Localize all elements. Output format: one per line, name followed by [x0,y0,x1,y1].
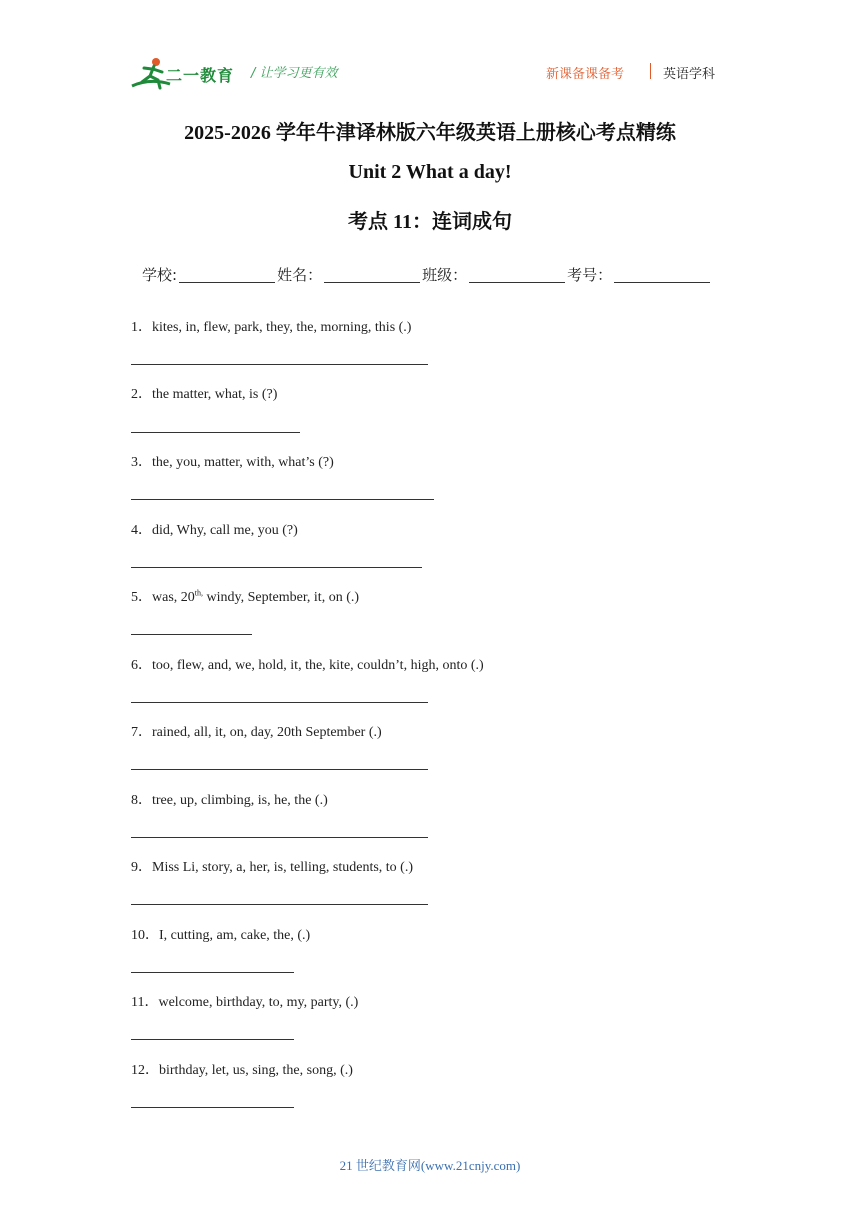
question-text: was, 20 [152,590,195,605]
question-text: birthday, let, us, sing, the, song, (.) [159,1063,353,1078]
question-number: 1． [131,320,152,335]
logo-text: 二一教育 [166,66,235,85]
unit-title: Unit 2 What a day! [348,161,512,183]
question-4 [131,519,298,539]
answer-line-3[interactable] [131,499,434,500]
answer-line-12[interactable] [131,1107,294,1108]
ordinal-superscript: th, [194,588,204,598]
question-10 [131,924,310,944]
question-number: 3． [131,455,152,470]
question-number: 7． [131,725,152,740]
page-header [0,0,860,100]
answer-line-6[interactable] [131,702,428,703]
answer-line-9[interactable] [131,904,428,905]
question-text: welcome, birthday, to, my, party, (.) [158,995,359,1010]
question-number: 4． [131,523,152,538]
question-number: 10． [131,928,159,943]
question-text: rained, all, it, on, day, 20th September (.) [152,725,382,740]
class-label: 班级： [422,266,468,284]
question-text: Miss Li, story, a, her, is, telling, students, to (.) [152,860,414,875]
question-text: I, cutting, am, cake, the, (.) [159,928,311,943]
question-number: 11． [131,995,159,1010]
question-text: the matter, what, is (?) [152,387,278,402]
footer-source: 21 世纪教育网(www.21cnjy.com) [339,1158,521,1173]
name-blank[interactable] [324,268,420,283]
answer-line-5[interactable] [131,634,252,635]
question-8 [131,789,328,809]
question-text: kites, in, flew, park, they, the, morning, this (.) [152,320,412,335]
question-text: tree, up, climbing, is, he, the (.) [152,793,328,808]
answer-line-2[interactable] [131,432,300,433]
name-label: 姓名： [277,266,323,284]
main-title: 2025-2026 学年牛津译林版六年级英语上册核心考点精练 [184,122,676,144]
question-2 [131,383,277,403]
class-blank[interactable] [469,268,565,283]
question-5 [131,586,359,606]
question-number: 8． [131,793,152,808]
question-12 [131,1059,353,1079]
question-9 [131,856,413,876]
question-text: did, Why, call me, you (?) [152,523,298,538]
slogan: / 让学习更有效 [251,66,338,81]
header-tag-subject: 英语学科 [663,67,716,82]
question-number: 5． [131,590,152,605]
question-number: 12． [131,1063,159,1078]
number-blank[interactable] [614,268,710,283]
header-divider [650,63,651,79]
question-6 [131,654,484,674]
topic-title: 考点 11：连词成句 [348,211,512,233]
question-number: 9． [131,860,152,875]
answer-line-1[interactable] [131,364,428,365]
student-info-line [142,264,712,285]
answer-line-8[interactable] [131,837,428,838]
number-label: 考号： [567,266,613,284]
question-3 [131,451,334,471]
answer-line-11[interactable] [131,1039,294,1040]
question-text: too, flew, and, we, hold, it, the, kite, couldn’t, high, onto (.) [152,658,484,673]
header-tag-course: 新课备课备考 [546,67,625,82]
question-text: the, you, matter, with, what’s (?) [152,455,334,470]
question-number: 2． [131,387,152,402]
question-11 [131,991,358,1011]
answer-line-4[interactable] [131,567,422,568]
school-blank[interactable] [179,268,275,283]
answer-line-10[interactable] [131,972,294,973]
answer-line-7[interactable] [131,769,428,770]
question-7 [131,721,382,741]
question-1 [131,316,411,336]
school-label: 学校: [142,266,178,284]
question-number: 6． [131,658,152,673]
question-text-continued: windy, September, it, on (.) [203,590,360,605]
